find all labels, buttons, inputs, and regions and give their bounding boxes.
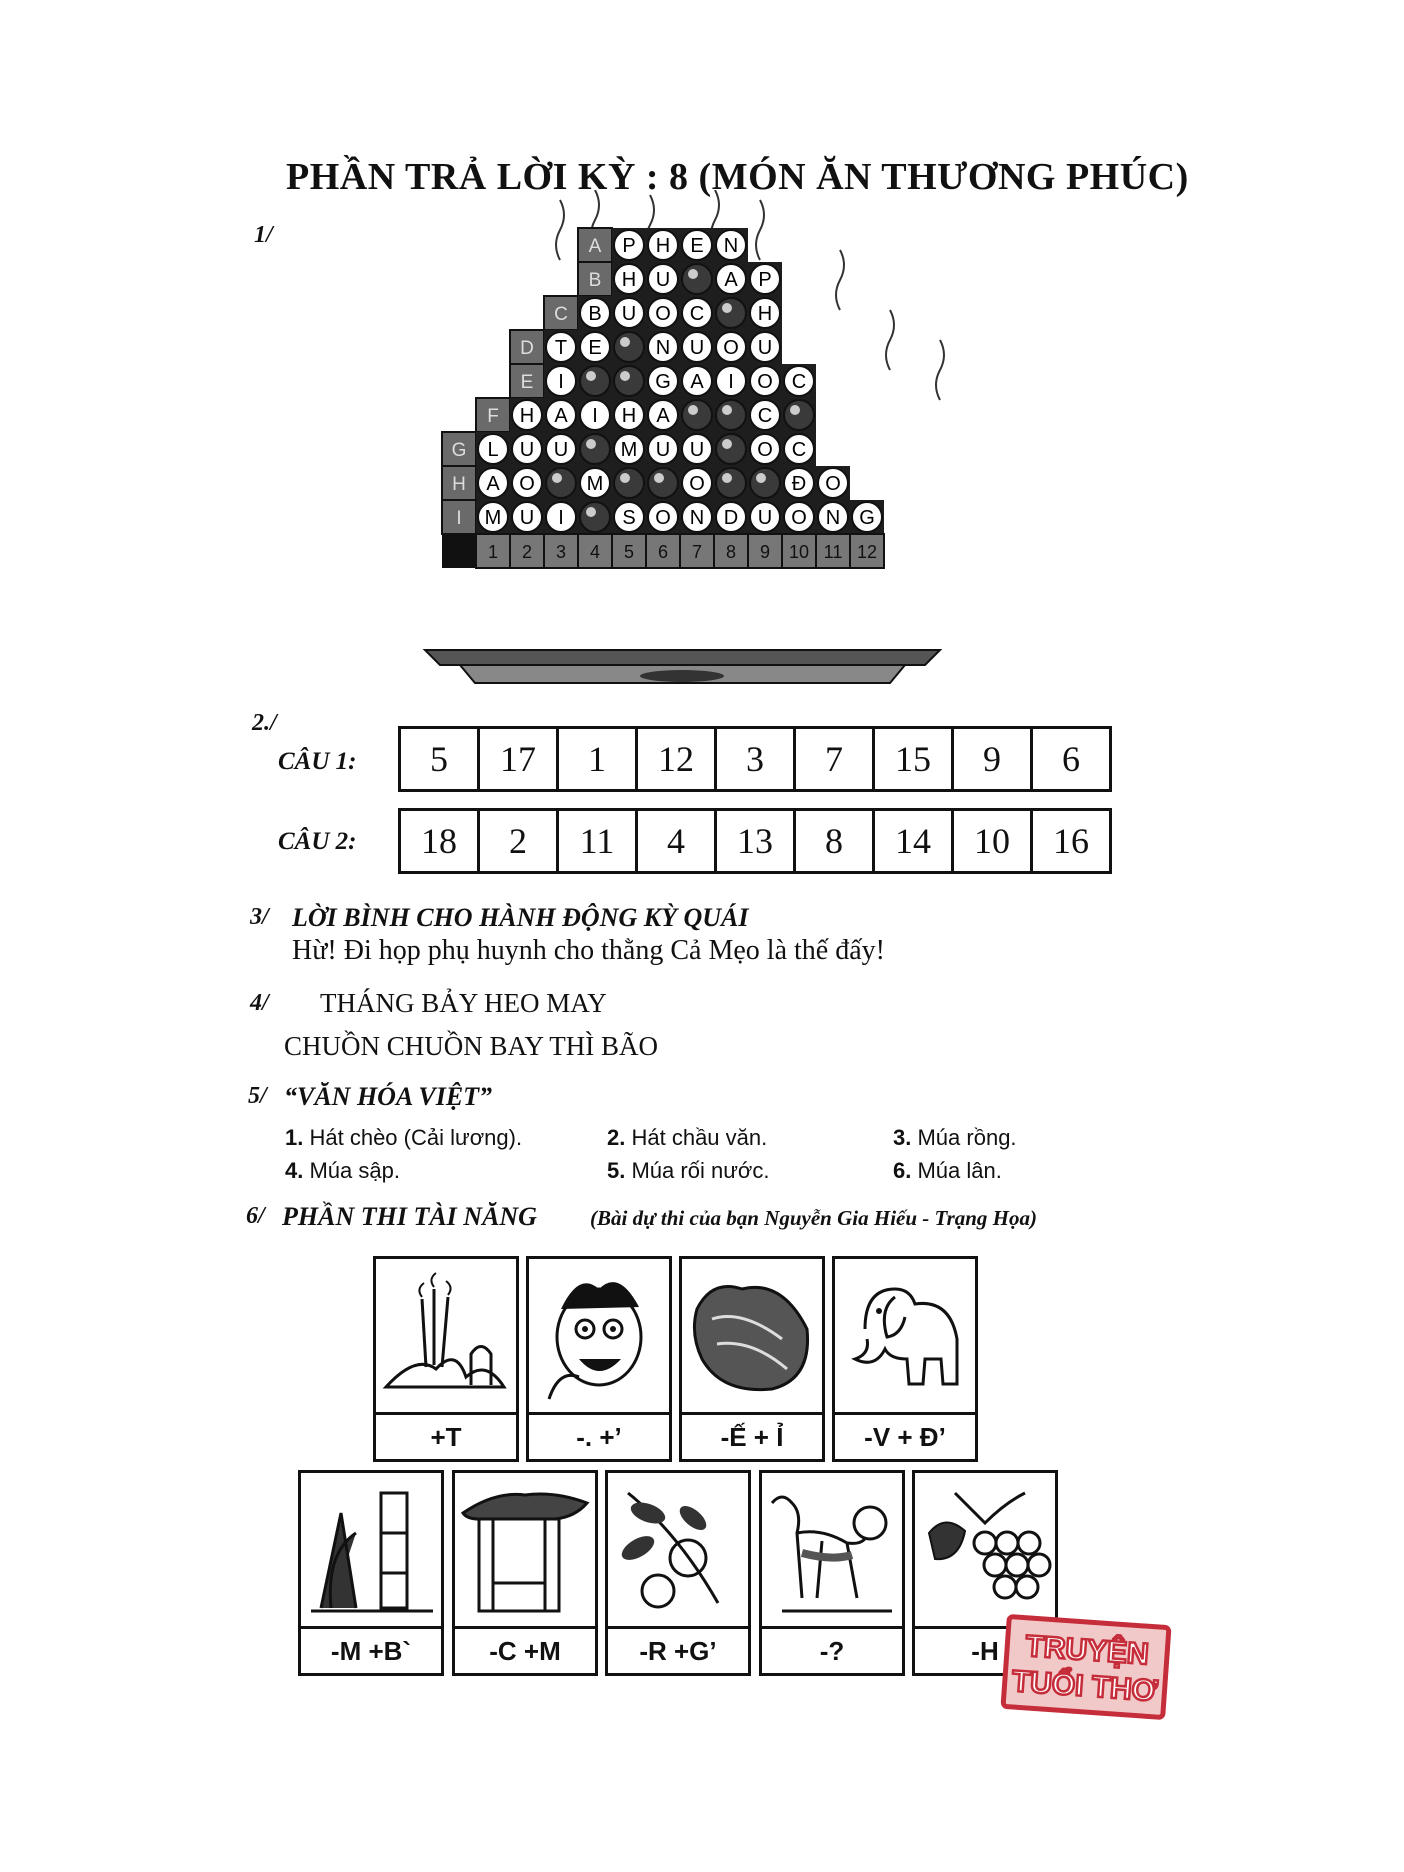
ball-highlight [620, 337, 630, 347]
grid-letter: N [689, 507, 705, 529]
ball-highlight [586, 439, 596, 449]
column-number: 9 [759, 542, 771, 562]
steam-wisp [556, 200, 564, 260]
answer-cell: 8 [795, 810, 874, 873]
grid-letter: U [553, 439, 569, 461]
rebus-card [605, 1470, 751, 1676]
grid-letter: O [757, 439, 773, 461]
grid-letter: Đ [791, 473, 807, 495]
grid-letter: U [655, 439, 671, 461]
word-puzzle-grid [420, 190, 950, 705]
rebus-caption: -R +G’ [608, 1626, 748, 1673]
section5-number: 5/ [248, 1083, 267, 1109]
ball-highlight [586, 371, 596, 381]
culture-item: 3. Múa rồng. [893, 1125, 1017, 1150]
culture-item: 2. Hát chầu văn. [607, 1125, 768, 1150]
column-number: 6 [657, 542, 669, 562]
row-label: A [588, 236, 602, 257]
grid-letter: L [487, 439, 499, 461]
blank-ball [580, 434, 610, 464]
grid-letter: P [622, 235, 636, 257]
grid-letter: C [791, 371, 807, 393]
q2-label: CÂU 2: [278, 828, 357, 855]
grid-letter: A [486, 473, 500, 495]
grid-letter: O [655, 303, 671, 325]
rebus-caption: -C +M [455, 1626, 595, 1673]
answer-cell: 17 [479, 728, 558, 791]
column-corner [442, 534, 476, 568]
answer-cell: 9 [953, 728, 1032, 791]
q1-answer-table [398, 726, 1112, 792]
blank-ball [580, 366, 610, 396]
grid-letter: I [558, 507, 564, 529]
blank-ball [716, 468, 746, 498]
column-number: 8 [725, 542, 737, 562]
grid-letter: H [519, 405, 535, 427]
grid-letter: U [689, 337, 705, 359]
monkey-icon [762, 1473, 902, 1623]
column-number: 4 [589, 542, 601, 562]
grid-letter: U [621, 303, 637, 325]
ball-highlight [620, 371, 630, 381]
row-label: E [520, 372, 534, 393]
grid-letter: U [689, 439, 705, 461]
rebus-card [679, 1256, 825, 1462]
row-label: G [451, 440, 467, 461]
blank-ball [546, 468, 576, 498]
blank-ball [716, 298, 746, 328]
grid-letter: B [588, 303, 602, 325]
section6-subheading: (Bài dự thi của bạn Nguyễn Gia Hiếu - Trạng Họa) [590, 1206, 1037, 1230]
grid-letter: S [622, 507, 636, 529]
row-label: D [520, 338, 534, 359]
column-number: 5 [623, 542, 635, 562]
blank-ball [682, 264, 712, 294]
blank-ball [648, 468, 678, 498]
section5-heading: “VĂN HÓA VIỆT” [284, 1082, 493, 1111]
grid-letter: O [825, 473, 841, 495]
grid-letter: E [588, 337, 602, 359]
ball-highlight [552, 473, 562, 483]
answer-cell: 11 [558, 810, 637, 873]
grid-letter: C [689, 303, 705, 325]
section3-text: Hừ! Đi họp phụ huynh cho thằng Cả Mẹo là thế đấy! [292, 935, 885, 966]
grid-letter: M [586, 473, 604, 495]
blank-ball [784, 400, 814, 430]
grapes-icon [915, 1473, 1055, 1623]
ball-highlight [586, 507, 596, 517]
grid-letter: O [791, 507, 807, 529]
grid-letter: O [689, 473, 705, 495]
ball-highlight [688, 269, 698, 279]
answer-cell: 10 [953, 810, 1032, 873]
grid-letter: O [723, 337, 739, 359]
rebus-caption: -? [762, 1626, 902, 1673]
grid-letter: I [558, 371, 564, 393]
section2-number: 2./ [252, 710, 277, 736]
ball-highlight [756, 473, 766, 483]
rebus-caption: -M +B` [301, 1626, 441, 1673]
fruit-branch-icon [608, 1473, 748, 1623]
column-number: 2 [521, 542, 533, 562]
row-label: B [588, 270, 602, 291]
grid-letter: A [724, 269, 738, 291]
rebus-card [759, 1470, 905, 1676]
bamboo-icon [301, 1473, 441, 1623]
answer-cell: 1 [558, 728, 637, 791]
answer-cell: 18 [400, 810, 479, 873]
ball-highlight [722, 473, 732, 483]
answer-cell: 15 [874, 728, 953, 791]
elephant-icon [835, 1259, 975, 1409]
row-label: C [554, 304, 568, 325]
ball-highlight [722, 439, 732, 449]
grid-letter: A [690, 371, 704, 393]
column-number: 12 [856, 542, 878, 562]
blank-ball [682, 400, 712, 430]
blank-ball [750, 468, 780, 498]
grid-letter: G [655, 371, 671, 393]
answer-cell: 7 [795, 728, 874, 791]
logo-line2: TUỔI THƠ [1010, 1664, 1159, 1708]
rebus-caption: -V + Đ’ [835, 1412, 975, 1459]
q1-label: CÂU 1: [278, 748, 357, 775]
rebus-caption: -. +’ [529, 1412, 669, 1459]
steam-wisp [836, 250, 844, 310]
column-number: 1 [487, 542, 499, 562]
grid-letter: H [621, 269, 637, 291]
ball-highlight [722, 405, 732, 415]
column-number: 10 [788, 542, 810, 562]
grid-letter: U [519, 439, 535, 461]
answer-cell: 3 [716, 728, 795, 791]
column-number: 3 [555, 542, 567, 562]
answer-cell: 2 [479, 810, 558, 873]
rebus-card [832, 1256, 978, 1462]
grid-letter: O [519, 473, 535, 495]
grid-letter: N [723, 235, 739, 257]
grid-letter: M [620, 439, 638, 461]
meat-icon [682, 1259, 822, 1409]
grid-letter: H [655, 235, 671, 257]
section1-number: 1/ [254, 222, 273, 248]
answer-cell: 13 [716, 810, 795, 873]
temple-gate-icon [455, 1473, 595, 1623]
grid-letter: I [592, 405, 598, 427]
row-label: F [487, 406, 499, 427]
steam-wisp [756, 200, 764, 260]
culture-item: 5. Múa rối nước. [607, 1158, 770, 1183]
rebus-caption: -H [915, 1626, 1055, 1673]
section4-line1: THÁNG BẢY HEO MAY [320, 988, 607, 1018]
grid-letter: U [757, 507, 773, 529]
rebus-card [526, 1256, 672, 1462]
column-number: 11 [823, 542, 843, 562]
grid-letter: A [656, 405, 670, 427]
grid-letter: U [757, 337, 773, 359]
section4-number: 4/ [250, 990, 269, 1016]
grid-letter: O [655, 507, 671, 529]
grid-letter: U [655, 269, 671, 291]
culture-item: 4. Múa sập. [285, 1158, 400, 1183]
blank-ball [716, 434, 746, 464]
answer-cell: 14 [874, 810, 953, 873]
steam-wisp [886, 310, 894, 370]
grid-letter: C [791, 439, 807, 461]
section3-heading: LỜI BÌNH CHO HÀNH ĐỘNG KỲ QUÁI [292, 903, 749, 932]
rebus-card [298, 1470, 444, 1676]
answer-cell: 6 [1032, 728, 1111, 791]
culture-item: 1. Hát chèo (Cải lương). [285, 1125, 523, 1150]
grid-letter: I [728, 371, 734, 393]
grave-incense-icon [376, 1259, 516, 1409]
answer-cell: 12 [637, 728, 716, 791]
grid-letter: N [655, 337, 671, 359]
answer-cell: 16 [1032, 810, 1111, 873]
grid-letter: T [554, 337, 568, 359]
blank-ball [580, 502, 610, 532]
blank-ball [614, 366, 644, 396]
rebus-caption: -Ế + Ỉ [682, 1412, 822, 1459]
rebus-card [373, 1256, 519, 1462]
grid-letter: C [757, 405, 773, 427]
boy-face-icon [529, 1259, 669, 1409]
blank-ball [716, 400, 746, 430]
grid-letter: O [757, 371, 773, 393]
grid-letter: M [484, 507, 502, 529]
culture-item: 6. Múa lân. [893, 1158, 1002, 1183]
grid-letter: E [690, 235, 704, 257]
blank-ball [614, 332, 644, 362]
section6-heading: PHẦN THI TÀI NĂNG [282, 1202, 537, 1231]
row-label: I [456, 508, 462, 529]
blank-ball [614, 468, 644, 498]
logo-line1: TRUYỆN [1024, 1629, 1150, 1672]
ball-highlight [722, 303, 732, 313]
grid-letter: H [757, 303, 773, 325]
ball-highlight [654, 473, 664, 483]
grid-letter: H [621, 405, 637, 427]
rebus-caption: +T [376, 1412, 516, 1459]
truyen-tuoi-tho-logo [996, 1612, 1176, 1722]
grid-letter: N [825, 507, 841, 529]
answer-cell: 5 [400, 728, 479, 791]
grid-letter: U [519, 507, 535, 529]
row-label: H [452, 474, 466, 495]
answer-cell: 4 [637, 810, 716, 873]
section4-line2: CHUỒN CHUỒN BAY THÌ BÃO [284, 1031, 659, 1061]
ball-highlight [620, 473, 630, 483]
q2-answer-table [398, 808, 1112, 874]
grid-letter: D [723, 507, 739, 529]
ball-highlight [688, 405, 698, 415]
grid-letter: P [758, 269, 772, 291]
grid-letter: A [554, 405, 568, 427]
serving-plate-icon [425, 650, 940, 683]
column-number: 7 [691, 542, 703, 562]
section3-number: 3/ [250, 904, 269, 930]
grid-letter: G [859, 507, 875, 529]
ball-highlight [790, 405, 800, 415]
steam-wisp [936, 340, 944, 400]
page-title: PHẦN TRẢ LỜI KỲ : 8 (MÓN ĂN THƯƠNG PHÚC) [286, 156, 1189, 198]
section6-number: 6/ [246, 1203, 265, 1229]
rebus-card [452, 1470, 598, 1676]
